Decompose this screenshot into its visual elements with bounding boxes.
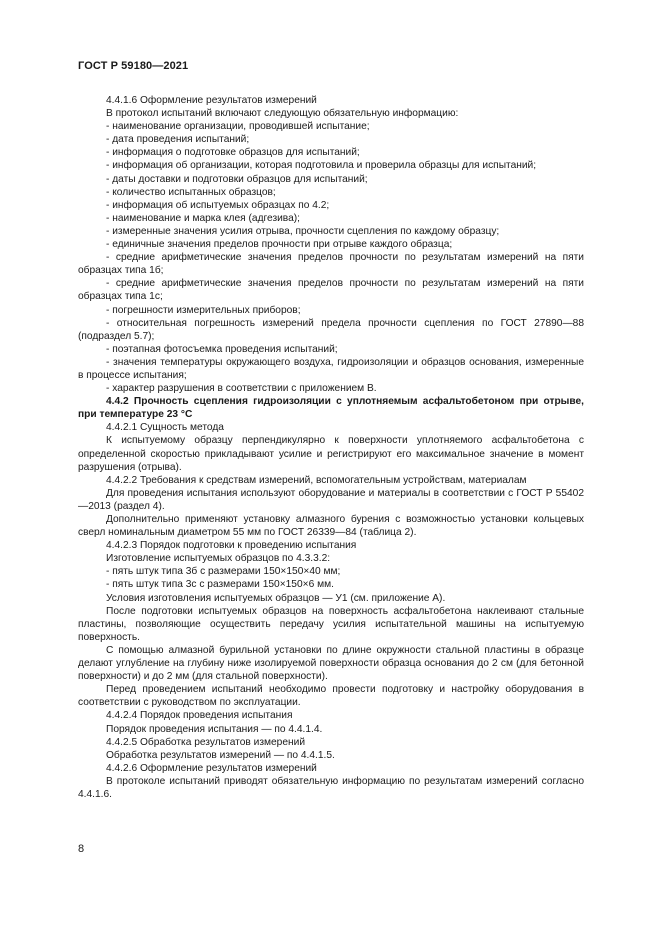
paragraph: - информация об организации, которая подготовила и проверила образцы для испытаний; <box>106 160 537 172</box>
paragraph: 4.4.2.3 Порядок подготовки к проведению испытания <box>106 540 357 552</box>
paragraph: 4.4.2.5 Обработка результатов измерений <box>106 736 306 748</box>
paragraph: Обработка результатов измерений — по 4.4.1.5. <box>106 749 335 761</box>
paragraph: - количество испытанных образцов; <box>106 186 276 198</box>
paragraph: - характер разрушения в соответствии с приложением В. <box>106 383 377 395</box>
paragraph: В протоколе испытаний приводят обязательную информацию по результатам измерений согласно 4.4.1.6. <box>78 775 584 800</box>
document-body <box>78 94 584 801</box>
paragraph: - измеренные значения усилия отрыва, прочности сцепления по каждому образцу; <box>106 225 500 237</box>
paragraph: - даты доставки и подготовки образцов для испытаний; <box>106 173 368 185</box>
paragraph: Порядок проведения испытания — по 4.4.1.4. <box>106 723 323 735</box>
paragraph: 4.4.2.6 Оформление результатов измерений <box>106 762 317 774</box>
paragraph: 4.4.2.4 Порядок проведения испытания <box>106 710 293 722</box>
paragraph: - наименование и марка клея (адгезива); <box>106 212 300 224</box>
paragraph: Условия изготовления испытуемых образцов — У1 (см. приложение А). <box>106 592 446 604</box>
paragraph: - относительная погрешность измерений предела прочности сцепления по ГОСТ 27890—88 (подраздел 5.7); <box>78 317 584 342</box>
paragraph: Дополнительно применяют установку алмазного бурения с возможностью установки кольцевых сверл номинальным диаметром 55 мм по ГОСТ 26339—84 (таблица 2). <box>78 514 584 539</box>
page-number: 8 <box>78 843 85 855</box>
paragraph: - единичные значения пределов прочности при отрыве каждого образца; <box>106 239 453 251</box>
paragraph: 4.4.1.6 Оформление результатов измерений <box>106 95 317 106</box>
paragraph: - значения температуры окружающего воздуха, гидроизоляции и образцов основания, измеренные в процессе испытания; <box>78 356 584 381</box>
paragraph: - информация об испытуемых образцах по 4.2; <box>106 199 330 211</box>
paragraph: С помощью алмазной бурильной установки по длине окружности стальной пластины в образце делают углубление на глубину ниже изолируемой поверхности образца основания до 2 см (для бетонной поверхности) и до 2 мм (для стальной поверхности). <box>78 644 584 683</box>
paragraph: - поэтапная фотосъемка проведения испытаний; <box>106 343 338 355</box>
paragraph: Перед проведением испытаний необходимо провести подготовку и настройку оборудования в соответствии с руководством по эксплуатации. <box>78 684 584 709</box>
paragraph: Для проведения испытания используют оборудование и материалы в соответствии с ГОСТ Р 55402—2013 (раздел 4). <box>78 487 584 512</box>
paragraph: Изготовление испытуемых образцов по 4.3.3.2: <box>106 553 331 565</box>
paragraph: - погрешности измерительных приборов; <box>106 304 301 316</box>
paragraph: 4.4.2.1 Сущность метода <box>106 422 224 434</box>
paragraph: - средние арифметические значения пределов прочности по результатам измерений на пяти образцах типа 1б; <box>78 252 584 277</box>
paragraph: - наименование организации, проводившей испытание; <box>106 121 370 133</box>
paragraph: 4.4.2.2 Требования к средствам измерений, вспомогательным устройствам, материалам <box>106 474 527 486</box>
paragraph: К испытуемому образцу перпендикулярно к поверхности уплотняемого асфальтобетона с определенной скоростью прикладывают усилие и регистрируют его максимальное значение в момент разрушения (отрыва). <box>78 435 584 473</box>
document-header: ГОСТ Р 59180—2021 <box>78 60 189 72</box>
paragraph: 4.4.2 Прочность сцепления гидроизоляции с уплотняемым асфальтобетоном при отрыве, при температуре 23 °С <box>78 396 584 421</box>
paragraph: После подготовки испытуемых образцов на поверхность асфальтобетона наклеивают стальные пластины, позволяющие осуществить передачу усилия испытательной машины на испытуемую поверхность. <box>78 605 584 643</box>
paragraph: - дата проведения испытаний; <box>106 134 250 146</box>
paragraph: В протокол испытаний включают следующую обязательную информацию: <box>106 108 459 120</box>
paragraph: - пять штук типа 3с с размерами 150×150×6 мм. <box>106 579 334 591</box>
paragraph: - средние арифметические значения пределов прочности по результатам измерений на пяти образцах типа 1с; <box>78 278 584 303</box>
paragraph: - пять штук типа 3б с размерами 150×150×40 мм; <box>106 566 341 578</box>
paragraph: - информация о подготовке образцов для испытаний; <box>106 147 360 159</box>
